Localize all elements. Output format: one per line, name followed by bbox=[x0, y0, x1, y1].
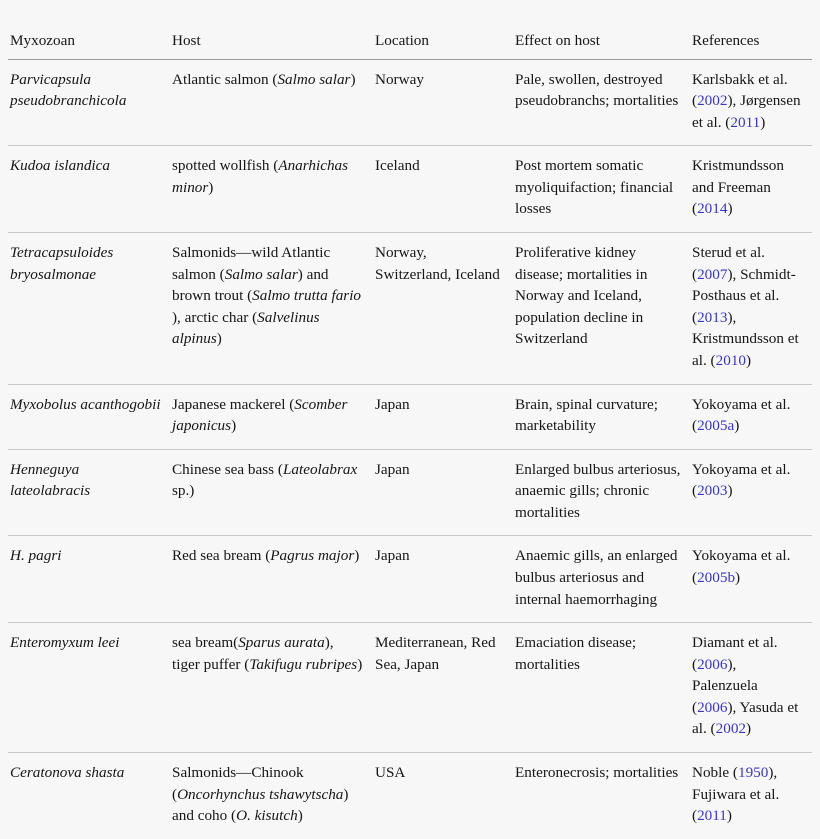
location-text: Mediterranean, Red Sea, Japan bbox=[375, 634, 496, 673]
cell-effect bbox=[513, 384, 690, 449]
cell-host bbox=[170, 449, 373, 536]
column-header-host: Host bbox=[170, 30, 373, 59]
cell-effect bbox=[513, 59, 690, 146]
cell-location bbox=[373, 623, 513, 753]
cell-myxozoan bbox=[8, 384, 170, 449]
cell-host bbox=[170, 623, 373, 753]
cell-effect bbox=[513, 449, 690, 536]
table-header bbox=[8, 30, 812, 59]
cell-references bbox=[690, 384, 812, 449]
effect-text: Enteronecrosis; mortalities bbox=[515, 764, 679, 782]
cell-myxozoan bbox=[8, 59, 170, 146]
host-text: spotted wollfish (Anarhichas minor) bbox=[172, 157, 349, 196]
host-text: sea bream(Sparus aurata), tiger puffer (Takifugu rubripes) bbox=[172, 634, 363, 673]
host-text: Salmonids—Chinook (Oncorhynchus tshawytscha) and coho (O. kisutch) bbox=[172, 764, 349, 825]
column-header-references: References bbox=[690, 30, 812, 59]
column-header-effect: Effect on host bbox=[513, 30, 690, 59]
table-row bbox=[8, 536, 812, 623]
reference-text: Sterud et al. (2007), Schmidt-Posthaus et al. (2013), Kristmundsson et al. (2010) bbox=[692, 244, 799, 369]
cell-references bbox=[690, 146, 812, 233]
taxon-name: Kudoa islandica bbox=[10, 157, 110, 175]
reference-text: Kristmundsson and Freeman (2014) bbox=[692, 157, 784, 218]
location-text: Japan bbox=[375, 395, 410, 413]
table-row bbox=[8, 623, 812, 753]
table-row bbox=[8, 146, 812, 233]
cell-host bbox=[170, 384, 373, 449]
cell-location bbox=[373, 384, 513, 449]
location-text: Japan bbox=[375, 460, 410, 478]
reference-text: Noble (1950), Fujiwara et al. (2011) bbox=[692, 764, 780, 825]
reference-text: Karlsbakk et al. (2002), Jørgensen et al. (2011) bbox=[692, 70, 801, 131]
location-text: Norway, Switzerland, Iceland bbox=[375, 244, 500, 283]
cell-references bbox=[690, 233, 812, 384]
host-text: Japanese mackerel (Scomber japonicus) bbox=[172, 395, 348, 435]
table-row bbox=[8, 449, 812, 536]
cell-effect bbox=[513, 623, 690, 753]
taxon-name: Henneguya lateolabracis bbox=[10, 460, 91, 500]
table-row bbox=[8, 233, 812, 384]
effect-text: Enlarged bulbus arteriosus, anaemic gills; chronic mortalities bbox=[515, 460, 681, 521]
cell-host bbox=[170, 536, 373, 623]
location-text: Japan bbox=[375, 547, 410, 565]
cell-location bbox=[373, 449, 513, 536]
host-text: Red sea bream (Pagrus major) bbox=[172, 547, 360, 565]
effect-text: Proliferative kidney disease; mortalities in Norway and Iceland, population decline in Switzerland bbox=[515, 244, 648, 348]
cell-location bbox=[373, 753, 513, 839]
table-body bbox=[8, 59, 812, 839]
taxon-name: Ceratonova shasta bbox=[10, 764, 125, 782]
host-text: Atlantic salmon (Salmo salar) bbox=[172, 70, 356, 88]
reference-text: Diamant et al. (2006), Palenzuela (2006), Yasuda et al. (2002) bbox=[692, 634, 799, 738]
cell-references bbox=[690, 536, 812, 623]
myxozoan-table bbox=[8, 30, 812, 839]
effect-text: Pale, swollen, destroyed pseudobranchs; mortalities bbox=[515, 70, 679, 110]
cell-myxozoan bbox=[8, 233, 170, 384]
header-row bbox=[8, 30, 812, 59]
taxon-name: H. pagri bbox=[10, 547, 62, 565]
cell-myxozoan bbox=[8, 753, 170, 839]
cell-location bbox=[373, 233, 513, 384]
cell-myxozoan bbox=[8, 146, 170, 233]
effect-text: Anaemic gills, an enlarged bulbus arteriosus and internal haemorrhaging bbox=[515, 547, 678, 608]
cell-references bbox=[690, 753, 812, 839]
location-text: Iceland bbox=[375, 157, 420, 175]
taxon-name: Myxobolus acanthogobii bbox=[10, 395, 161, 413]
cell-host: Salmonids—wild Atlantic salmon (Salmo salar) and brown trout (Salmo trutta fario ), arctic char (Salvelinus alpinus) bbox=[170, 233, 373, 384]
reference-text: Yokoyama et al. (2005a) bbox=[692, 395, 791, 435]
table-row bbox=[8, 59, 812, 146]
host-text: Salmonids—wild Atlantic salmon (Salmo salar) and brown trout (Salmo trutta fario bbox=[172, 244, 362, 305]
cell-myxozoan bbox=[8, 449, 170, 536]
location-text: USA bbox=[375, 764, 406, 782]
location-text: Norway bbox=[375, 70, 424, 88]
cell-effect bbox=[513, 233, 690, 384]
cell-myxozoan bbox=[8, 536, 170, 623]
cell-references bbox=[690, 449, 812, 536]
effect-text: Brain, spinal curvature; marketability bbox=[515, 395, 658, 435]
cell-host bbox=[170, 59, 373, 146]
cell-location bbox=[373, 536, 513, 623]
table-row bbox=[8, 384, 812, 449]
effect-text: Emaciation disease; mortalities bbox=[515, 634, 637, 673]
cell-location bbox=[373, 146, 513, 233]
cell-location bbox=[373, 59, 513, 146]
cell-references bbox=[690, 59, 812, 146]
reference-text: Yokoyama et al. (2003) bbox=[692, 460, 791, 500]
column-header-myxozoan: Myxozoan bbox=[8, 30, 170, 59]
reference-text: Yokoyama et al. (2005b) bbox=[692, 547, 791, 586]
table-row bbox=[8, 753, 812, 839]
taxon-name: Enteromyxum leei bbox=[10, 634, 120, 652]
column-header-location: Location bbox=[373, 30, 513, 59]
cell-references bbox=[690, 623, 812, 753]
taxon-name: Tetracapsuloides bryosalmonae bbox=[10, 244, 114, 283]
cell-effect bbox=[513, 146, 690, 233]
cell-myxozoan bbox=[8, 623, 170, 753]
cell-effect bbox=[513, 753, 690, 839]
host-text: Chinese sea bass (Lateolabrax sp.) bbox=[172, 460, 358, 500]
cell-effect bbox=[513, 536, 690, 623]
taxon-name: Parvicapsula pseudobranchicola bbox=[10, 70, 127, 110]
effect-text: Post mortem somatic myoliquifaction; financial losses bbox=[515, 157, 674, 218]
cell-host bbox=[170, 146, 373, 233]
cell-host bbox=[170, 753, 373, 839]
